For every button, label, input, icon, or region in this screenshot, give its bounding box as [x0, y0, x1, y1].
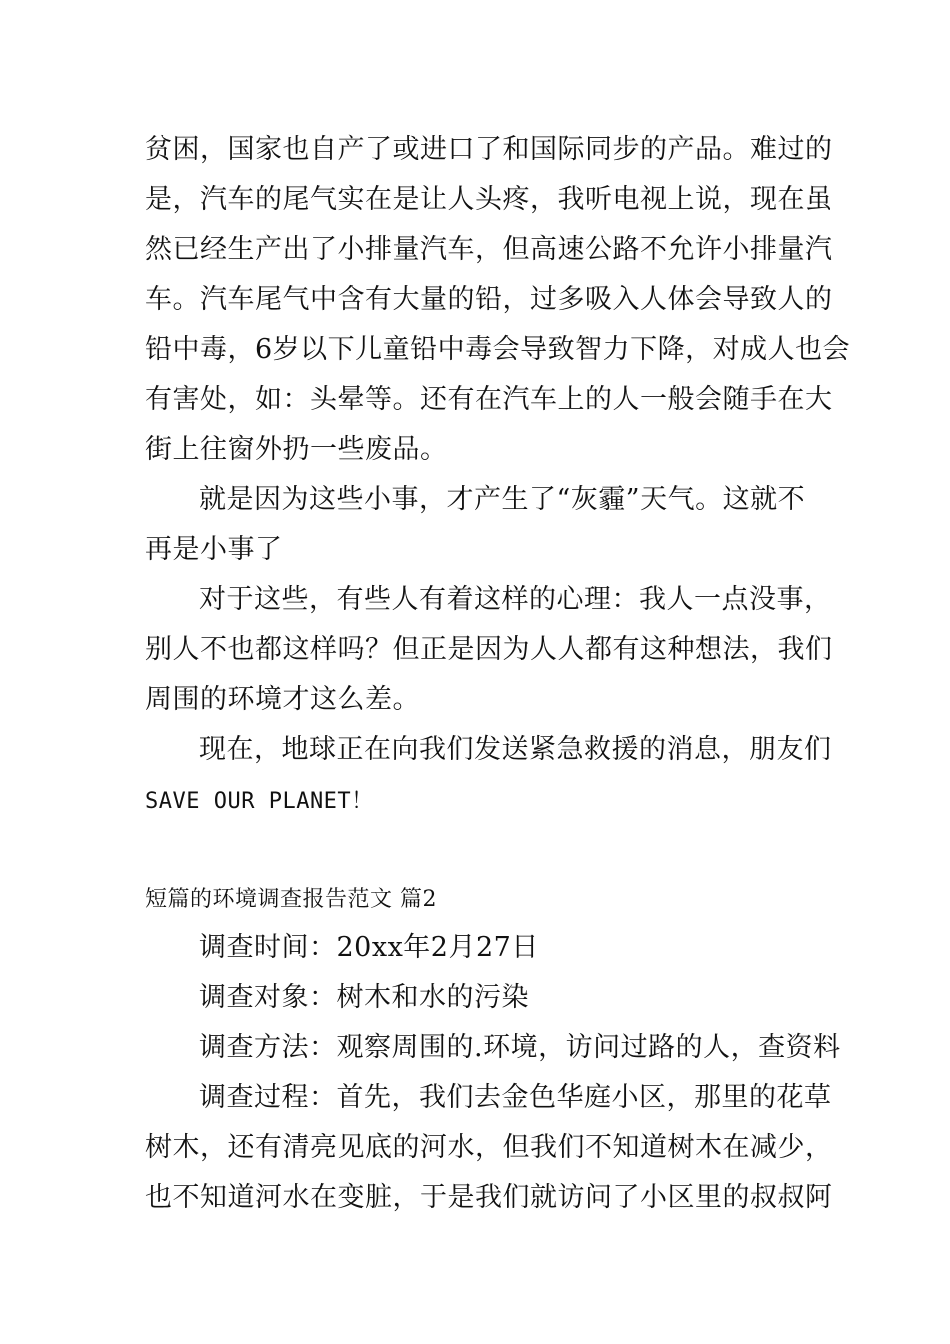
survey-process-line-1: 调查过程：首先，我们去金色华庭小区，那里的花草 — [199, 1082, 832, 1113]
paragraph-1-line-1: 贫困，国家也自产了或进口了和国际同步的产品。难过的 — [145, 134, 833, 165]
paragraph-3-line-2: 别人不也都这样吗？但正是因为人人都有这种想法，我们 — [145, 634, 833, 665]
survey-target: 调查对象：树木和水的污染 — [199, 982, 529, 1013]
paragraph-4-line-2: SAVE OUR PLANET！ — [145, 789, 374, 814]
paragraph-1-line-6: 有害处，如：头晕等。还有在汽车上的人一般会随手在大 — [145, 384, 833, 415]
paragraph-2-line-1: 就是因为这些小事，才产生了“灰霾”天气。这就不 — [199, 484, 806, 515]
paragraph-1-line-7: 街上往窗外扔一些废品。 — [145, 434, 448, 465]
paragraph-3-line-3: 周围的环境才这么差。 — [145, 684, 420, 715]
paragraph-1-line-3: 然已经生产出了小排量汽车，但高速公路不允许小排量汽 — [145, 234, 833, 265]
paragraph-4-line-1: 现在，地球正在向我们发送紧急救援的消息，朋友们 — [199, 734, 832, 765]
survey-method: 调查方法：观察周围的.环境，访问过路的人，查资料 — [199, 1032, 841, 1063]
survey-time: 调查时间：20xx年2月27日 — [199, 932, 539, 963]
survey-process-line-3: 也不知道河水在变脏，于是我们就访问了小区里的叔叔阿 — [145, 1182, 833, 1213]
section-title: 短篇的环境调查报告范文 篇2 — [145, 887, 437, 912]
paragraph-1-line-2: 是，汽车的尾气实在是让人头疼，我听电视上说，现在虽 — [145, 184, 833, 215]
paragraph-1-line-4: 车。汽车尾气中含有大量的铅，过多吸入人体会导致人的 — [145, 284, 833, 315]
survey-process-line-2: 树木，还有清亮见底的河水，但我们不知道树木在减少， — [145, 1132, 833, 1163]
paragraph-2-line-2: 再是小事了 — [145, 534, 283, 565]
paragraph-3-line-1: 对于这些，有些人有着这样的心理：我人一点没事， — [199, 584, 832, 615]
paragraph-1-line-5: 铅中毒，6岁以下儿童铅中毒会导致智力下降，对成人也会 — [145, 334, 851, 365]
